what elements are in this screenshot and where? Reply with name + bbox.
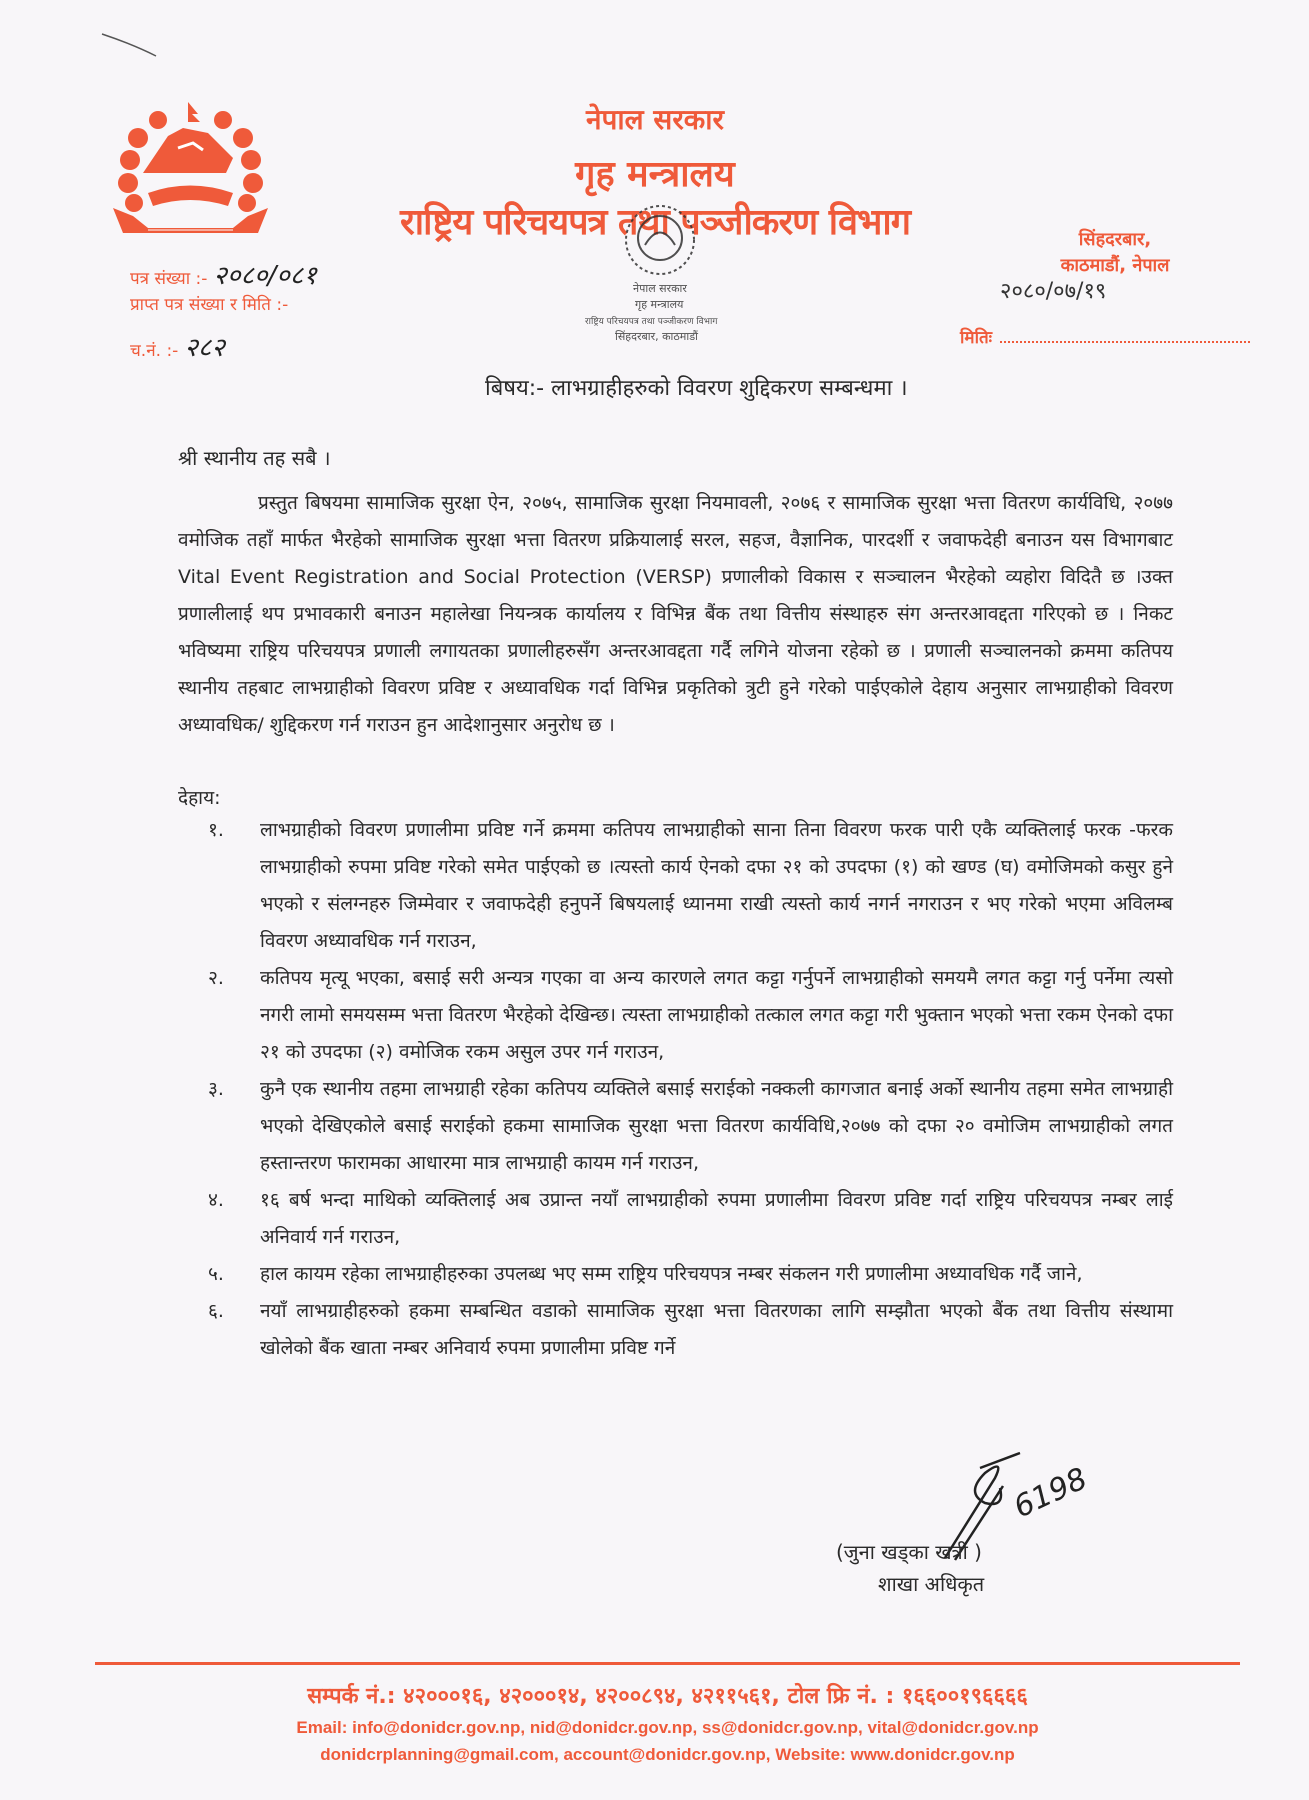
list-item-text: १६ बर्ष भन्दा माथिको व्यक्तिलाई अब उप्रान्त नयाँ लाभग्राहीको रुपमा प्रणालीमा विवरण प्रविष्ट गर्दा राष्ट्रिय परिचयपत्र नम्बर लाई अनिवार्य गर्न गराउन, bbox=[260, 1189, 1173, 1248]
letter-number-label: पत्र संख्या :- bbox=[130, 269, 208, 289]
handwritten-number: 6198 bbox=[1008, 1461, 1093, 1526]
list-item-number: ३. bbox=[208, 1078, 224, 1100]
list-item bbox=[208, 1293, 1173, 1367]
list-item-text: लाभग्राहीको विवरण प्रणालीमा प्रविष्ट गर्ने क्रममा कतिपय लाभग्राहीको साना तिना विवरण फरक पारी एकै व्यक्तिलाई फरक -फरक लाभग्राहीको रुपमा प्रविष्ट गरेको समेत पाईएको छ ।त्यस्तो कार्य ऐनको दफा २१ को उपदफा (१) को खण्ड (घ) वमोजिमको कसुर हुने भएको र संलग्नहरु जिम्मेवार र जवाफदेही हनुपर्ने बिषयलाई ध्यानमा राखी त्यस्तो कार्य नगर्न नगराउन र भए गरेको भएमा अविलम्ब विवरण अध्यावधिक गर्न गराउन, bbox=[260, 819, 1173, 952]
handwritten-date: २०८०/०७/१९ bbox=[1000, 279, 1107, 304]
seal-text-1: नेपाल सरकार bbox=[633, 282, 687, 295]
instruction-list bbox=[208, 812, 1173, 1367]
footer-emails: Email: info@donidcr.gov.np, nid@donidcr.gov.np, ss@donidcr.gov.np, vital@donidcr.gov.np bbox=[296, 1718, 1039, 1737]
footer-contact-numbers: सम्पर्क नं.: ४२०००१६, ४२०००१४, ४२००८९४, ४२११५६१, टोल फ्रि नं. : १६६००१९६६६६ bbox=[307, 1684, 1028, 1709]
list-item-number: ६. bbox=[208, 1300, 224, 1322]
date-field bbox=[960, 325, 1250, 348]
signatory-name: (जुना खड्का खत्री ) bbox=[836, 1540, 982, 1564]
list-item-number: ४. bbox=[208, 1189, 224, 1211]
government-name: नेपाल सरकार bbox=[585, 103, 725, 136]
list-item-text: कुनै एक स्थानीय तहमा लाभग्राही रहेका कतिपय व्यक्तिले बसाई सराईको नक्कली कागजात बनाई अर्को स्थानीय तहमा समेत लाभग्राही भएको देखिएकोले बसाई सराईको हकमा सामाजिक सुरक्षा भत्ता वितरण कार्यविधि,२०७७ को दफा २० वमोजिम लाभग्राहीको लगत हस्तान्तरण फारामका आधारमा मात्र लाभग्राही कायम गर्न गराउन, bbox=[260, 1078, 1173, 1174]
dispatch-number-value: २८२ bbox=[184, 333, 225, 363]
seal-text-3: राष्ट्रिय परिचयपत्र तथा पञ्जीकरण विभाग bbox=[585, 317, 718, 327]
seal-text-4: सिंहदरबार, काठमाडौं bbox=[615, 330, 698, 343]
list-item bbox=[208, 1256, 1173, 1293]
letter-number-field bbox=[130, 256, 317, 292]
list-item bbox=[208, 812, 1173, 960]
list-item-text: कतिपय मृत्यू भएका, बसाई सरी अन्यत्र गएका वा अन्य कारणले लगत कट्टा गर्नुपर्ने लाभग्राहीको समयमै लगत कट्टा गर्नु पर्नेमा त्यसो नगरी लामो समयसम्म भत्ता वितरण भैरहेको देखिन्छ। त्यस्ता लाभग्राहीको तत्काल लगत कट्टा गरी भुक्तान भएको भत्ता रकम ऐनको दफा २१ को उपदफा (२) वमोजिक रकम असुल उपर गर्न गराउन, bbox=[260, 967, 1173, 1063]
subject-line: बिषय:- लाभग्राहीहरुको विवरण शुद्दिकरण सम्बन्धमा । bbox=[485, 376, 908, 401]
date-dotted-line bbox=[1000, 329, 1250, 343]
seal-text-2: गृह मन्त्रालय bbox=[635, 298, 684, 311]
scan-mark bbox=[100, 30, 160, 60]
list-item bbox=[208, 960, 1173, 1071]
dispatch-number-label: च.नं. :- bbox=[130, 341, 179, 361]
footer-website: donidcrplanning@gmail.com, account@donidcr.gov.np, Website: www.donidcr.gov.np bbox=[320, 1745, 1015, 1764]
letter-number-value: २०८०/०८१ bbox=[213, 261, 317, 291]
department-name: राष्ट्रिय परिचयपत्र तथा पञ्जीकरण विभाग bbox=[400, 202, 910, 243]
list-item bbox=[208, 1071, 1173, 1182]
list-item-text: हाल कायम रहेका लाभग्राहीहरुका उपलब्ध भए सम्म राष्ट्रिय परिचयपत्र नम्बर संकलन गरी प्रणालीमा अध्यावधिक गर्दै जाने, bbox=[260, 1263, 1083, 1285]
received-letter-field: प्राप्त पत्र संख्या र मिति :- bbox=[130, 295, 289, 315]
dispatch-number-field bbox=[130, 328, 225, 364]
footer-divider bbox=[95, 1662, 1240, 1665]
signatory-title: शाखा अधिकृत bbox=[878, 1572, 985, 1596]
address-line-1: सिंहदरबार, bbox=[1078, 229, 1152, 250]
salutation: श्री स्थानीय तह सबै । bbox=[178, 446, 331, 470]
ministry-name: गृह मन्त्रालय bbox=[575, 154, 735, 195]
list-item-number: ५. bbox=[208, 1263, 224, 1285]
address-line-2: काठमाडौं, नेपाल bbox=[1060, 255, 1170, 276]
nepal-emblem-logo bbox=[108, 98, 273, 243]
date-label: मितिः bbox=[960, 328, 993, 348]
list-item bbox=[208, 1182, 1173, 1256]
list-item-text: नयाँ लाभग्राहीहरुको हकमा सम्बन्धित वडाको सामाजिक सुरक्षा भत्ता वितरणका लागि सम्झौता भएको बैंक तथा वित्तीय संस्थामा खोलेको बैंक खाता नम्बर अनिवार्य रुपमा प्रणालीमा प्रविष्ट गर्ने bbox=[260, 1300, 1173, 1359]
list-item-number: २. bbox=[208, 967, 224, 989]
list-heading: देहाय: bbox=[178, 787, 221, 809]
official-seal-stamp bbox=[555, 200, 765, 350]
list-item-number: १. bbox=[208, 819, 224, 841]
body-paragraph: प्रस्तुत बिषयमा सामाजिक सुरक्षा ऐन, २०७५, सामाजिक सुरक्षा नियमावली, २०७६ र सामाजिक सुरक्षा भत्ता वितरण कार्यविधि, २०७७ वमोजिक तहाँ मार्फत भैरहेको सामाजिक सुरक्षा भत्ता वितरण प्रक्रियालाई सरल, सहज, वैज्ञानिक, पारदर्शी र जवाफदेही बनाउन यस विभागबाट Vital Event Registration and Social Protection (VERSP) प्रणालीको विकास र सञ्चालन भैरहेको व्यहोरा विदितै छ ।उक्त प्रणालीलाई थप प्रभावकारी बनाउन महालेखा नियन्त्रक कार्यालय र विभिन्न बैंक तथा वित्तीय संस्थाहरु संग अन्तरआवद्दता गरिएको छ । निकट भविष्यमा राष्ट्रिय परिचयपत्र प्रणाली लगायतका प्रणालीहरुसँग अन्तरआवद्दता गर्दै लगिने योजना रहेको छ । प्रणाली सञ्चालनको क्रममा कतिपय स्थानीय तहबाट लाभग्राहीको विवरण प्रविष्ट र अध्यावधिक गर्दा विभिन्न प्रकृतिको त्रुटी हुने गरेको पाईएकोले देहाय अनुसार लाभग्राहीको विवरण अध्यावधिक/ शुद्दिकरण गर्न गराउन हुन आदेशानुसार अनुरोध छ । bbox=[178, 492, 1173, 736]
